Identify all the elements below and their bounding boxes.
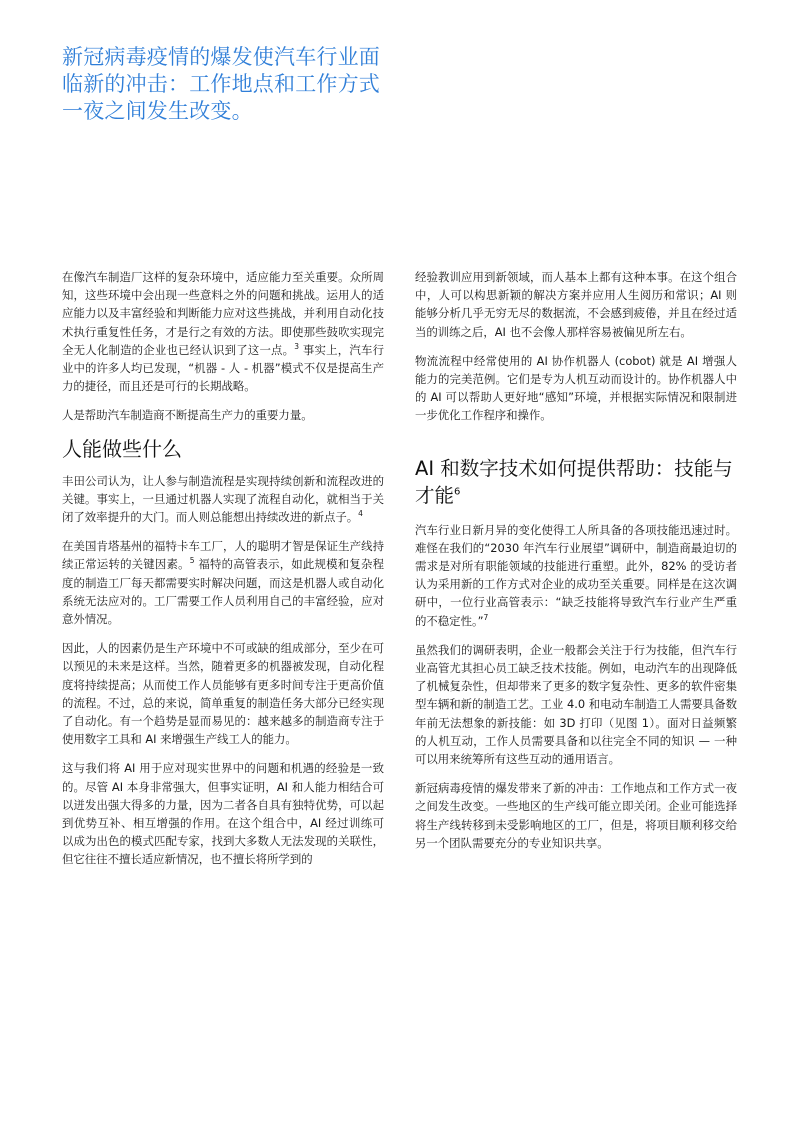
section-heading: AI 和数字技术如何提供帮助：技能与才能$^6$	[415, 456, 733, 507]
footnote-ref: 5	[189, 556, 195, 566]
pull-quote: 新冠病毒疫情的爆发使汽车行业面临新的冲击：工作地点和工作方式一夜之间发生改变。	[62, 45, 380, 123]
paragraph: 在美国肯塔基州的福特卡车工厂，人的聪明才智是保证生产线持续正常运转的关键因素。$^5$ 福特的高管表示，如此规模和复杂程度的制造工厂每天都需要实时解决问题，而这是机器人或自动化系统无法应对的。工厂需要工作人员利用自己的丰富经验，应对意外情况。	[62, 539, 384, 627]
right-column	[415, 268, 737, 863]
footnote-ref: 7	[483, 612, 489, 622]
paragraph: 物流流程中经常使用的 AI 协作机器人 (cobot) 就是 AI 增强人能力的完美范例。它们是专为人机互动而设计的。协作机器人中的 AI 可以帮助人更好地“感知”环境，并根据实际情况和限制进一步优化工作程序和操作。	[415, 353, 737, 423]
paragraph: 虽然我们的调研表明，企业一般都会关注于行为技能，但汽车行业高管尤其担心员工缺乏技术技能。例如，电动汽车的出现降低了机械复杂性，但却带来了更多的数字复杂性、更多的软件密集型车辆和新的制造工艺。工业 4.0 和电动车制造工人需要具备数年前无法想象的新技能：如 3D 打印（见图 1）。面对日益频繁的人机互动，工作人员需要具备和以往完全不同的知识 — 一种可以用来统筹所有这些互动的通用语言。	[415, 642, 737, 767]
paragraph: 丰田公司认为，让人参与制造流程是实现持续创新和流程改进的关键。事实上，一旦通过机器人实现了流程自动化，就相当于关闭了效率提升的大门。而人则总能想出持续改进的新点子。$^4$	[62, 473, 384, 525]
left-column	[62, 268, 384, 880]
paragraph: 经验教训应用到新领域，而人基本上都有这种本事。在这个组合中，人可以构思新颖的解决方案并应用人生阅历和常识；AI 则能够分析几乎无穷无尽的数据流，不会感到疲倦，并且在经过适当的训练之后，AI 也不会像人那样容易被偏见所左右。	[415, 270, 737, 339]
paragraph: 因此，人的因素仍是生产环境中不可或缺的组成部分，至少在可以预见的未来是这样。当然，随着更多的机器被发现，自动化程度将持续提高；从而使工作人员能够有更多时间专注于更高价值的流程。不过，总的来说，简单重复的制造任务大部分已经实现了自动化。有一个趋势是显而易见的：越来越多的制造商专注于使用数字工具和 AI 来增强生产线工人的能力。	[62, 641, 384, 747]
footnote-ref: 4	[358, 509, 363, 519]
paragraph: 在像汽车制造厂这样的复杂环境中，适应能力至关重要。众所周知，这些环境中会出现一些意料之外的问题和挑战。运用人的适应能力以及丰富经验和判断能力应对这些挑战，并利用自动化技术执行重复性任务，才是行之有效的方法。即使那些鼓吹实现完全无人化制造的企业也已经认识到了这一点。$^3$ 事实上，汽车行业中的许多人均已发现，“机器 - 人 - 机器”模式不仅是提高生产力的捷径，而且还是可行的长期战略。	[62, 270, 384, 394]
footnote-ref: 3	[294, 342, 300, 352]
paragraph: 汽车行业日新月异的变化使得工人所具备的各项技能迅速过时。难怪在我们的“2030 年汽车行业展望”调研中，制造商最迫切的需求是对所有职能领域的技能进行重塑。此外，82% 的受访者认为采用新的工作方式对企业的成功至关重要。同样是在这次调研中，一位行业高管表示：“缺乏技能将导致汽车行业产生严重的不稳定性。”$^7$	[415, 522, 737, 628]
paragraph: 人是帮助汽车制造商不断提高生产力的重要力量。	[62, 408, 313, 423]
paragraph: 新冠病毒疫情的爆发带来了新的冲击：工作地点和工作方式一夜之间发生改变。一些地区的生产线可能立即关闭。企业可能选择将生产线转移到未受影响地区的工厂，但是，将项目顺利移交给另一个团队需要充分的专业知识共享。	[415, 781, 737, 850]
paragraph: 这与我们将 AI 用于应对现实世界中的问题和机遇的经验是一致的。尽管 AI 本身非常强大，但事实证明，AI 和人能力相结合可以迸发出强大得多的力量，因为二者各自具有独特优势，可以起到优势互补、相互增强的作用。在这个组合中，AI 经过训练可以成为出色的模式匹配专家，找到大多数人无法发现的关联性，但它往往不擅长适应新情况，也不擅长将所学到的	[62, 761, 384, 867]
footnote-ref: 6	[454, 486, 461, 498]
section-heading: 人能做些什么	[62, 436, 182, 461]
